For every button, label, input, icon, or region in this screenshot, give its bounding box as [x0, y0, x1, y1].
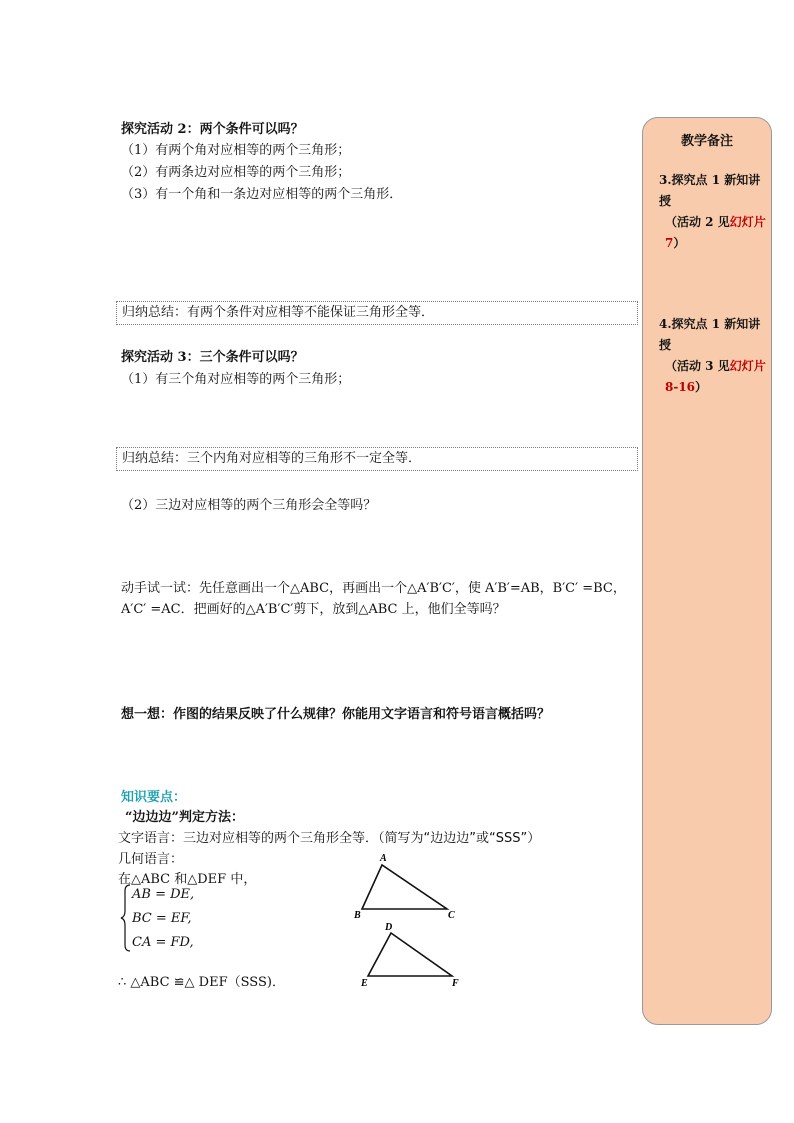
vertex-b-label: B [354, 910, 361, 921]
summary-box-2 [116, 447, 638, 471]
note-2-reference: （活动 3 见幻灯片 8-16） [665, 359, 766, 394]
teaching-notes-sidebar [642, 117, 772, 1025]
note-2-slide-ref: 幻灯片 8-16 [665, 359, 766, 394]
summary-box-1 [116, 301, 638, 325]
sidebar-note-1 [659, 170, 767, 254]
sidebar-note-2 [659, 314, 767, 398]
vertex-f-label: F [452, 978, 459, 989]
equation-ca-fd: CA = FD, [132, 935, 194, 950]
note-1-reference: （活动 2 见幻灯片 7） [665, 215, 766, 250]
summary-1-text: 归纳总结：有两个条件对应相等不能保证三角形全等． [122, 305, 435, 320]
in-triangles-line: 在△ABC 和△DEF 中， [118, 872, 257, 887]
vertex-a-label: A [380, 853, 387, 864]
triangle-abc-shape [362, 865, 447, 909]
note-2-heading: 4.探究点 1 新知讲授 [659, 317, 761, 352]
activity3-item-1: （1）有三个角对应相等的两个三角形； [121, 372, 351, 387]
left-brace-icon [120, 883, 132, 953]
text-language: 文字语言：三边对应相等的两个三角形全等．（简写为“边边边”或“SSS”） [118, 831, 541, 846]
knowledge-title: 知识要点： [121, 790, 187, 805]
activity2-item-2: （2）有两条边对应相等的两个三角形； [121, 165, 351, 180]
sss-method-heading: “边边边”判定方法： [125, 810, 244, 825]
equation-ab-de: AB = DE, [132, 887, 195, 902]
equation-bc-ef: BC = EF, [132, 911, 192, 926]
sidebar-title: 教学备注 [680, 134, 733, 149]
triangle-def-shape [368, 933, 452, 976]
vertex-c-label: C [448, 910, 455, 921]
try-line-1: 动手试一试：先任意画出一个△ABC，再画出一个△A′B′C′，使 A′B′=AB，B′C′ =BC， [121, 581, 626, 596]
activity2-title: 探究活动 2：两个条件可以吗？ [121, 122, 304, 137]
note-1-heading: 3.探究点 1 新知讲授 [659, 173, 761, 208]
activity2-item-3: （3）有一个角和一条边对应相等的两个三角形． [121, 187, 403, 202]
try-line-2: A′C′ =AC．把画好的△A′B′C′剪下，放到△ABC 上，他们全等吗？ [121, 602, 506, 617]
activity2-item-1: （1）有两个角对应相等的两个三角形； [121, 143, 351, 158]
triangle-def-figure [355, 918, 470, 990]
summary-2-text: 归纳总结：三个内角对应相等的三角形不一定全等． [122, 451, 422, 466]
think-question: 想一想：作图的结果反映了什么规律？你能用文字语言和符号语言概括吗？ [121, 707, 551, 722]
note-1-slide-ref: 幻灯片 7 [665, 215, 766, 250]
geometry-language: 几何语言： [118, 852, 184, 867]
triangle-abc-figure [350, 852, 465, 922]
vertex-e-label: E [361, 978, 368, 989]
question-2: （2）三边对应相等的两个三角形会全等吗？ [121, 498, 377, 513]
congruence-conclusion: ∴ △ABC ≌△ DEF（SSS)． [118, 975, 285, 990]
activity3-title: 探究活动 3：三个条件可以吗？ [121, 350, 304, 365]
vertex-d-label: D [385, 922, 393, 933]
